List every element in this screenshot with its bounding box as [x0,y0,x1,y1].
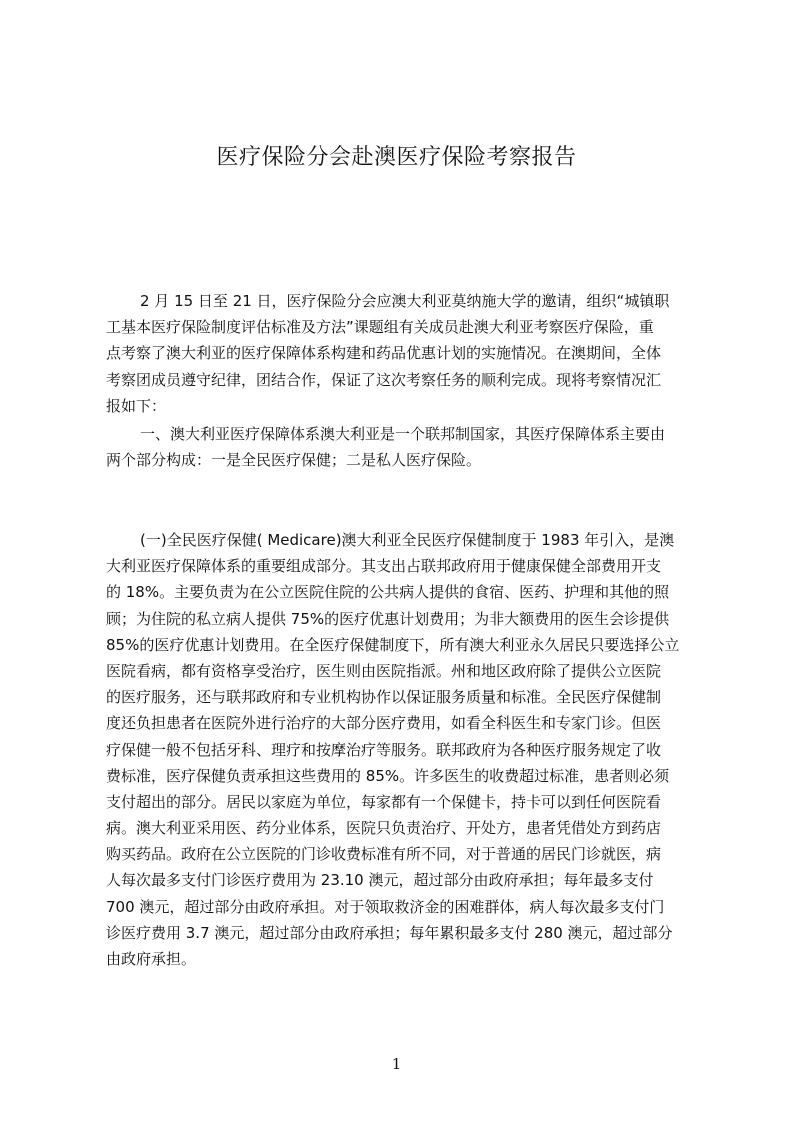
paragraph-line: 两个部分构成：一是全民医疗保健；二是私人医疗保险。 [106,451,482,470]
paragraph-line: 病。澳大利亚采用医、药分业体系，医院只负责治疗、开处方，患者凭借处方到药店 [106,819,662,838]
paragraph-line: 大利亚医疗保障体系的重要组成部分。其支出占联邦政府用于健康保健全部费用开支 [106,557,662,576]
paragraph-line: 由政府承担。 [106,950,197,968]
paragraph-medicare [106,527,700,972]
paragraph-line: 考察团成员遵守纪律，团结合作，保证了这次考察任务的顺利完成。现将考察情况汇 [106,370,662,389]
paragraph-line: 报如下： [106,396,167,415]
paragraph-line: 700 澳元，超过部分由政府承担。对于领取救济金的困难群体，病人每次最多支付门 [106,897,665,916]
paragraph-line: 疗保健一般不包括牙科、理疗和按摩治疗等服务。联邦政府为各种医疗服务规定了收 [106,740,662,759]
paragraph-intro [106,288,700,419]
paragraph-line: 点考察了澳大利亚的医疗保障体系构建和药品优惠计划的实施情况。在澳期间，全体 [106,344,662,363]
paragraph-line: 85%的医疗优惠计划费用。在全医疗保健制度下，所有澳大利亚永久居民只要选择公立 [106,635,680,654]
paragraph-section-one [106,421,700,473]
paragraph-line: 工基本医疗保险制度评估标准及方法”课题组有关成员赴澳大利亚考察医疗保险，重 [106,318,654,337]
page-number: 1 [391,1055,402,1073]
paragraph-line: 的医疗服务，还与联邦政府和专业机构协作以保证服务质量和标准。全民医疗保健制 [106,688,662,707]
paragraph-line: 购买药品。政府在公立医院的门诊收费标准有所不同，对于普通的居民门诊就医，病 [106,845,662,864]
paragraph-line: 医院看病，都有资格享受治疗，医生则由医院指派。州和地区政府除了提供公立医院 [106,661,662,680]
paragraph-line: 支付超出的部分。居民以家庭为单位，每家都有一个保健卡，持卡可以到任何医院看 [106,792,662,811]
paragraph-line: (一)全民医疗保健( Medicare)澳大利亚全民医疗保健制度于 1983 年引入，是澳 [140,531,675,549]
paragraph-line: 的 18%。主要负责为在公立医院住院的公共病人提供的食宿、医药、护理和其他的照 [106,583,670,602]
paragraph-line: 人每次最多支付门诊医疗费用为 23.10 澳元，超过部分由政府承担；每年最多支付 [106,871,654,890]
document-title: 医疗保险分会赴澳医疗保险考察报告 [216,145,577,170]
paragraph-line: 一、澳大利亚医疗保障体系澳大利亚是一个联邦制国家，其医疗保障体系主要由 [140,425,666,443]
paragraph-line: 度还负担患者在医院外进行治疗的大部分医疗费用，如看全科医生和专家门诊。但医 [106,714,662,733]
paragraph-line: 2 月 15 日至 21 日，医疗保险分会应澳大利亚莫纳施大学的邀请，组织“城镇职 [140,292,670,310]
paragraph-line: 顾；为住院的私立病人提供 75%的医疗优惠计划费用；为非大额费用的医生会诊提供 [106,609,670,628]
paragraph-line: 费标准，医疗保健负责承担这些费用的 85%。许多医生的收费超过标准，患者则必须 [106,766,670,785]
paragraph-line: 诊医疗费用 3.7 澳元，超过部分由政府承担；每年累积最多支付 280 澳元，超过部分 [106,923,673,942]
